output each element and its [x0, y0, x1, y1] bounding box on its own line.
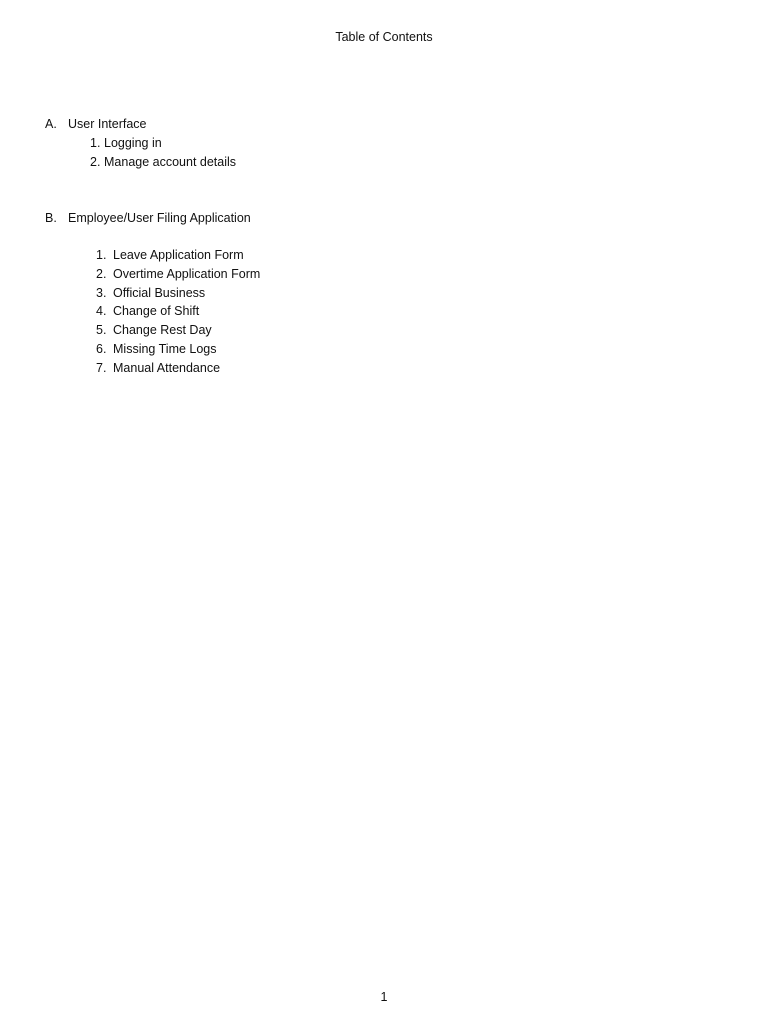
list-item: [90, 137, 236, 156]
toc-list-a: [90, 137, 236, 174]
list-item: [96, 287, 260, 306]
list-item-number: 6.: [96, 341, 107, 356]
list-item-label: Manage account details: [104, 154, 237, 169]
list-item-number: 1.: [90, 136, 101, 150]
list-item: [90, 156, 236, 175]
list-item-label: Change of Shift: [113, 304, 200, 319]
list-item-label: Missing Time Logs: [113, 341, 217, 356]
list-item-number: 3.: [96, 285, 107, 300]
toc-list-b: [96, 249, 260, 381]
list-item-number: 4.: [96, 304, 107, 319]
section-heading: [45, 118, 147, 132]
list-item: [96, 268, 260, 287]
page-title: Table of Contents: [335, 30, 433, 44]
list-item-number: 7.: [96, 360, 107, 375]
list-item: [96, 305, 260, 324]
list-item: [96, 249, 260, 268]
page-number: 1: [380, 990, 388, 1004]
section-letter: A.: [45, 117, 57, 131]
list-item-number: 1.: [96, 248, 107, 262]
section-title: User Interface: [68, 117, 147, 131]
list-item-label: Logging in: [104, 136, 162, 150]
toc-section-b: [45, 212, 251, 226]
section-letter: B.: [45, 211, 57, 225]
list-item: [96, 324, 260, 343]
list-item-label: Change Rest Day: [113, 323, 212, 338]
list-item-label: Leave Application Form: [113, 248, 244, 262]
section-title: Employee/User Filing Application: [68, 211, 251, 225]
list-item-number: 2.: [96, 266, 107, 281]
list-item-label: Manual Attendance: [113, 360, 221, 375]
section-heading: [45, 212, 251, 226]
list-item-number: 5.: [96, 323, 107, 338]
list-item: [96, 362, 260, 381]
list-item-label: Official Business: [113, 285, 206, 300]
list-item-number: 2.: [90, 154, 101, 169]
list-item-label: Overtime Application Form: [113, 266, 261, 281]
list-item: [96, 343, 260, 362]
toc-section-a: [45, 118, 147, 132]
